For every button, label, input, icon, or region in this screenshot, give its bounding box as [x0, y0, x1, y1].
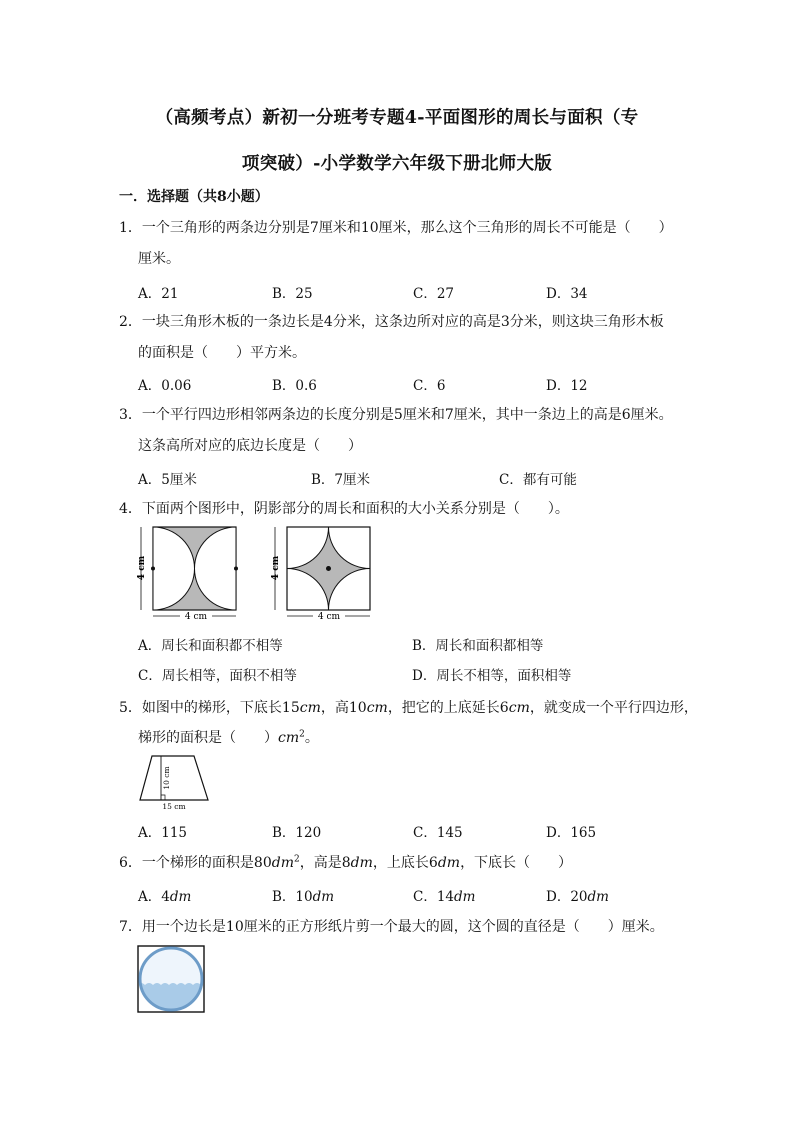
question-5-option-d[interactable]: D．165 — [546, 825, 597, 841]
right-center-dot — [234, 567, 238, 571]
q6-b-num: B．10 — [272, 889, 313, 905]
question-4-figure-left — [136, 522, 246, 622]
question-5-text-cont — [138, 727, 319, 747]
q6-seg-a: 6．一个梯形的面积是80 — [119, 855, 272, 871]
trapezoid-shape — [140, 756, 208, 800]
document-title-line-2: 项突破）-小学数学六年级下册北师大版 — [241, 154, 553, 174]
section-heading: 一．选择题（共8小题） — [119, 189, 269, 205]
question-6-text — [119, 852, 572, 872]
q6-seg-d: ，下底长（ ） — [460, 855, 573, 871]
question-2-option-c[interactable]: C．6 — [413, 378, 446, 394]
q6-d-unit: dm — [587, 889, 609, 905]
question-5-option-a[interactable]: A．115 — [138, 825, 188, 841]
question-4-text: 4．下面两个图形中，阴影部分的周长和面积的大小关系分别是（ ）。 — [119, 501, 569, 517]
base-label: 15 cm — [162, 802, 186, 811]
q5-line2-seg: 梯形的面积是（ ） — [138, 730, 278, 746]
question-3-text: 3．一个平行四边形相邻两条边的长度分别是5厘米和7厘米，其中一条边上的高是6厘米。 — [119, 407, 673, 423]
question-6-option-d[interactable] — [546, 885, 609, 905]
q6-c-unit: dm — [454, 889, 476, 905]
document-title-line-1: （高频考点）新初一分班考专题4-平面图形的周长与面积（专 — [155, 108, 639, 128]
question-1-option-b[interactable]: B．25 — [272, 286, 313, 302]
q6-seg-b: ，高是8 — [299, 855, 351, 871]
bottom-label: 4 cm — [317, 612, 341, 622]
q6-a-unit: dm — [169, 889, 192, 905]
question-3-option-c[interactable]: C．都有可能 — [499, 472, 577, 488]
q6-unit-1: dm — [271, 855, 294, 871]
question-3-option-b[interactable]: B．7厘米 — [311, 472, 371, 488]
question-2-text: 2．一块三角形木板的一条边长是4分米，这条边所对应的高是3分米，则这块三角形木板 — [119, 314, 664, 330]
question-3-option-a[interactable]: A．5厘米 — [138, 472, 197, 488]
height-label: 10 cm — [162, 766, 171, 790]
q5-unit-1: cm — [299, 700, 321, 716]
question-1-text-cont: 厘米。 — [138, 251, 180, 267]
bottom-label: 4 cm — [184, 612, 208, 622]
question-5-option-b[interactable]: B．120 — [272, 825, 322, 841]
question-2-option-b[interactable]: B．0.6 — [272, 378, 317, 394]
q5-line2-end: 。 — [304, 730, 319, 746]
q6-seg-c: ，上底长6 — [372, 855, 438, 871]
q6-a-num: A．4 — [138, 889, 170, 905]
q5-seg-c: ，把它的上底延长6 — [387, 700, 509, 716]
question-4-option-c[interactable]: C．周长相等，面积不相等 — [138, 668, 297, 684]
question-2-text-cont: 的面积是（ ）平方米。 — [138, 345, 306, 361]
side-label: 4 cm — [271, 555, 281, 581]
q5-area-unit: cm — [278, 730, 300, 746]
question-1-option-c[interactable]: C．27 — [413, 286, 455, 302]
q6-unit-2: dm — [350, 855, 373, 871]
question-6-option-b[interactable] — [272, 885, 334, 905]
side-label: 4 cm — [137, 555, 147, 581]
q5-seg-b: ，高10 — [320, 700, 367, 716]
q5-seg-d: ，就变成一个平行四边形， — [529, 700, 698, 716]
question-5-trapezoid-figure — [138, 754, 210, 812]
question-6-option-c[interactable] — [413, 885, 475, 905]
question-1-option-a[interactable]: A．21 — [138, 286, 179, 302]
q6-unit-3: dm — [437, 855, 461, 871]
question-7-text: 7．用一个边长是10厘米的正方形纸片剪一个最大的圆，这个圆的直径是（ ）厘米。 — [119, 919, 664, 935]
q5-unit-2: cm — [366, 700, 388, 716]
question-2-option-d[interactable]: D．12 — [546, 378, 588, 394]
question-5-option-c[interactable]: C．145 — [413, 825, 463, 841]
q6-c-num: C．14 — [413, 889, 455, 905]
question-4-option-b[interactable]: B．周长和面积都相等 — [412, 638, 544, 654]
left-center-dot — [151, 567, 155, 571]
question-4-option-d[interactable]: D．周长不相等，面积相等 — [412, 668, 572, 684]
question-1-text: 1．一个三角形的两条边分别是7厘米和10厘米，那么这个三角形的周长不可能是（ ） — [119, 220, 673, 236]
q5-unit-3: cm — [508, 700, 530, 716]
q6-d-num: D．20 — [546, 889, 588, 905]
question-5-text — [119, 697, 698, 717]
q6-exponent: 2 — [293, 854, 300, 865]
question-2-option-a[interactable]: A．0.06 — [138, 378, 192, 394]
q5-area-exponent: 2 — [299, 729, 305, 740]
question-3-text-cont: 这条高所对应的底边长度是（ ） — [138, 438, 362, 454]
question-6-option-a[interactable] — [138, 885, 191, 905]
center-dot — [326, 566, 331, 571]
q5-seg-a: 5．如图中的梯形，下底长15 — [119, 700, 300, 716]
question-4-figure-right — [269, 522, 379, 622]
q6-b-unit: dm — [312, 889, 335, 905]
question-7-circle-figure — [137, 945, 207, 1015]
question-4-option-a[interactable]: A．周长和面积都不相等 — [138, 638, 283, 654]
question-1-option-d[interactable]: D．34 — [546, 286, 588, 302]
